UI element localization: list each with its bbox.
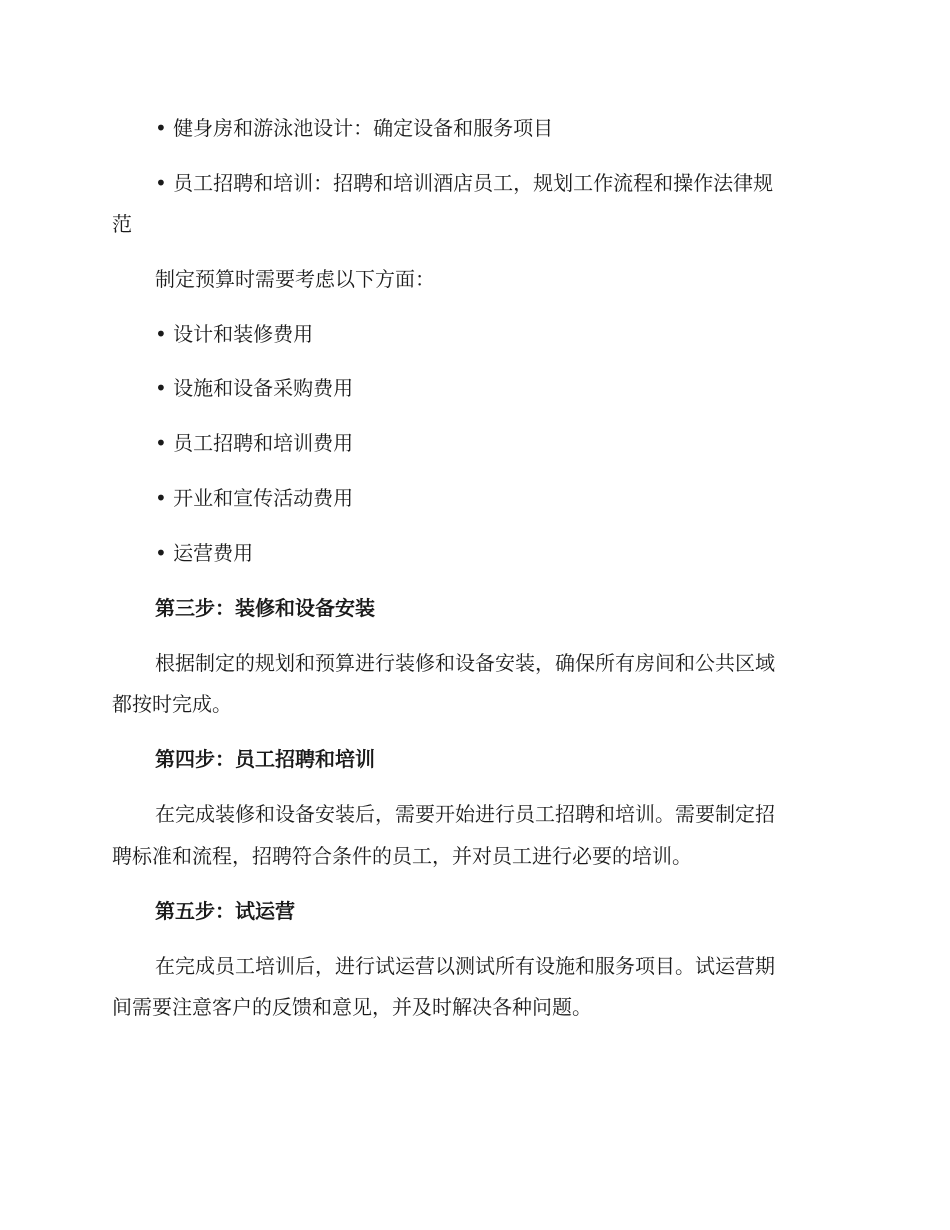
paragraph-step-five: 在完成员工培训后，进行试运营以测试所有设施和服务项目。试运营期 bbox=[155, 954, 775, 978]
paragraph-step-three: 根据制定的规划和预算进行装修和设备安装，确保所有房间和公共区域 bbox=[155, 651, 775, 675]
heading-step-four: 第四步：员工招聘和培训 bbox=[155, 747, 375, 771]
paragraph-step-five-cont: 间需要注意客户的反馈和意见，并及时解决各种问题。 bbox=[112, 995, 592, 1019]
paragraph-step-four: 在完成装修和设备安装后，需要开始进行员工招聘和培训。需要制定招 bbox=[155, 802, 775, 826]
budget-item-opening: • 开业和宣传活动费用 bbox=[155, 486, 354, 510]
budget-item-design: • 设计和装修费用 bbox=[155, 322, 314, 346]
bullet-gym-pool: • 健身房和游泳池设计：确定设备和服务项目 bbox=[155, 116, 554, 140]
heading-step-five: 第五步：试运营 bbox=[155, 899, 295, 923]
budget-item-staff: • 员工招聘和培训费用 bbox=[155, 431, 354, 455]
bullet-staff-recruitment-cont: 范 bbox=[112, 212, 132, 236]
bullet-staff-recruitment: • 员工招聘和培训：招聘和培训酒店员工，规划工作流程和操作法律规 bbox=[155, 171, 774, 195]
budget-intro: 制定预算时需要考虑以下方面： bbox=[155, 267, 435, 291]
paragraph-step-three-cont: 都按时完成。 bbox=[112, 692, 232, 716]
budget-item-operations: • 运营费用 bbox=[155, 541, 254, 565]
heading-step-three: 第三步：装修和设备安装 bbox=[155, 596, 375, 620]
paragraph-step-four-cont: 聘标准和流程，招聘符合条件的员工，并对员工进行必要的培训。 bbox=[112, 844, 692, 868]
budget-item-equipment: • 设施和设备采购费用 bbox=[155, 376, 354, 400]
